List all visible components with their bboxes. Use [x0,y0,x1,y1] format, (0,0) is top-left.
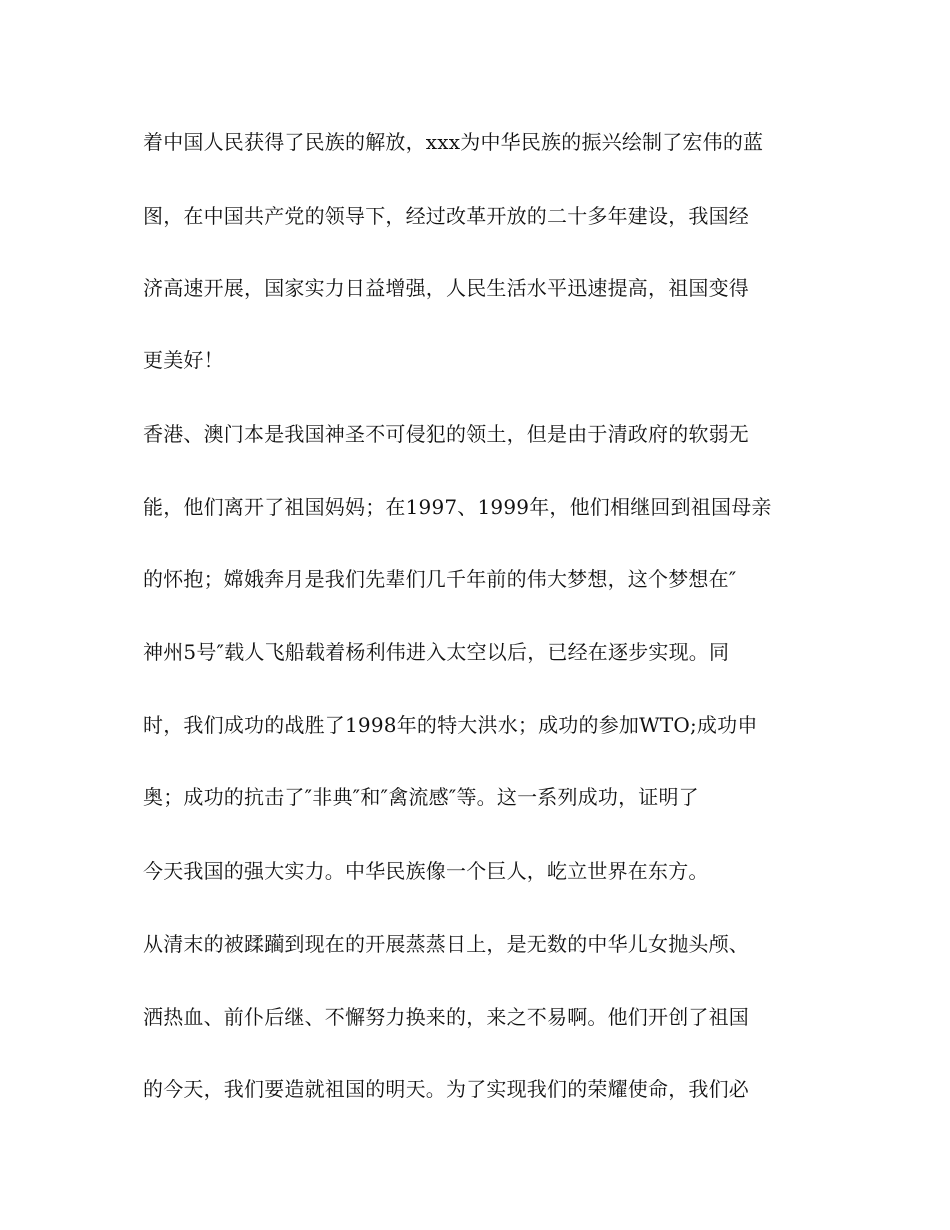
text-line: 更美好！ [143,348,224,372]
text-line: 今天我国的强大实力。中华民族像一个巨人，屹立世界在东方。 [143,859,709,883]
text-line: 时，我们成功的战胜了1998年的特大洪水；成功的参加WTO;成功申 [143,713,758,737]
text-line: 洒热血、前仆后继、不懈努力换来的，来之不易啊。他们开创了祖国 [143,1005,749,1029]
text-line: 着中国人民获得了民族的解放，xxx为中华民族的振兴绘制了宏伟的蓝 [143,130,764,154]
text-line: 济高速开展，国家实力日益增强，人民生活水平迅速提高，祖国变得 [143,276,749,300]
text-line: 图，在中国共产党的领导下，经过改革开放的二十多年建设，我国经 [143,204,749,228]
text-line: 能，他们离开了祖国妈妈；在1997、1999年，他们相继回到祖国母亲 [143,495,772,519]
text-line: 从清末的被蹂躏到现在的开展蒸蒸日上，是无数的中华儿女抛头颅、 [143,932,749,956]
text-line: 的今天，我们要造就祖国的明天。为了实现我们的荣耀使命，我们必 [143,1077,749,1101]
text-line: 神州5号″载人飞船载着杨利伟进入太空以后，已经在逐步实现。同 [143,640,730,664]
text-line: 的怀抱；嫦娥奔月是我们先辈们几千年前的伟大梦想，这个梦想在″ [143,567,737,591]
text-line: 奥；成功的抗击了″非典″和″禽流感″等。这一系列成功，证明了 [143,785,699,809]
text-line: 香港、澳门本是我国神圣不可侵犯的领土，但是由于清政府的软弱无 [143,422,749,446]
